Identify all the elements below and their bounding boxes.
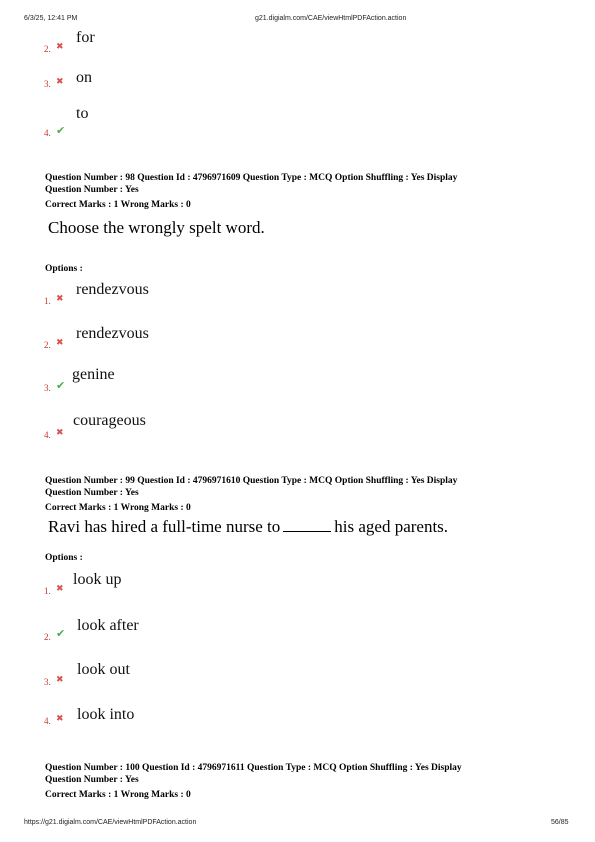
option-number: 1.: [44, 296, 51, 306]
option-text: for: [76, 29, 95, 46]
option-text: look into: [77, 706, 135, 723]
question-meta-line-1: Question Number : 99 Question Id : 4796971610 Question Type : MCQ Option Shuffling : Yes Display: [45, 476, 458, 486]
cross-icon: ✖: [56, 675, 64, 685]
option-number: 1.: [44, 586, 51, 596]
question-meta-line-1: Question Number : 98 Question Id : 4796971609 Question Type : MCQ Option Shuffling : Yes Display: [45, 173, 458, 183]
option-number: 3.: [44, 79, 51, 89]
question-marks: Correct Marks : 1 Wrong Marks : 0: [45, 503, 191, 513]
option-number: 3.: [44, 677, 51, 687]
option-number: 4.: [44, 430, 51, 440]
cross-icon: ✖: [56, 77, 64, 87]
option-text: courageous: [73, 412, 146, 429]
question-marks: Correct Marks : 1 Wrong Marks : 0: [45, 790, 191, 800]
question-meta-line-2: Question Number : Yes: [45, 185, 139, 195]
option-number: 2.: [44, 632, 51, 642]
option-text: look up: [73, 571, 122, 588]
option-number: 2.: [44, 44, 51, 54]
options-label: Options :: [45, 264, 83, 274]
header-url: g21.digialm.com/CAE/viewHtmlPDFAction.action: [255, 15, 407, 22]
header-datetime: 6/3/25, 12:41 PM: [24, 15, 78, 22]
cross-icon: ✖: [56, 294, 64, 304]
question-text: [48, 517, 448, 537]
option-text: genine: [72, 366, 115, 383]
option-text: look out: [77, 661, 130, 678]
page-number: 56/85: [551, 819, 569, 826]
options-label: Options :: [45, 553, 83, 563]
cross-icon: ✖: [56, 714, 64, 724]
cross-icon: ✖: [56, 428, 64, 438]
question-text-start: Ravi has hired a full-time nurse to: [48, 517, 281, 536]
check-icon: ✔: [56, 379, 66, 392]
option-number: 4.: [44, 128, 51, 138]
option-number: 3.: [44, 383, 51, 393]
option-text: to: [76, 105, 89, 122]
question-meta-line-2: Question Number : Yes: [45, 775, 139, 785]
cross-icon: ✖: [56, 584, 64, 594]
option-number: 4.: [44, 716, 51, 726]
footer-url: https://g21.digialm.com/CAE/viewHtmlPDFAction.action: [24, 819, 197, 826]
option-text: rendezvous: [76, 281, 149, 298]
question-meta-line-1: Question Number : 100 Question Id : 4796971611 Question Type : MCQ Option Shuffling : Yes Display: [45, 763, 462, 773]
question-marks: Correct Marks : 1 Wrong Marks : 0: [45, 200, 191, 210]
question-text-end: his aged parents.: [334, 517, 449, 536]
option-text: on: [76, 69, 92, 86]
option-text: rendezvous: [76, 325, 149, 342]
cross-icon: ✖: [56, 42, 64, 52]
check-icon: ✔: [56, 124, 66, 137]
option-text: look after: [77, 617, 139, 634]
check-icon: ✔: [56, 627, 66, 640]
option-number: 2.: [44, 340, 51, 350]
answer-blank: [283, 530, 331, 532]
question-meta-line-2: Question Number : Yes: [45, 488, 139, 498]
cross-icon: ✖: [56, 338, 64, 348]
question-text: Choose the wrongly spelt word.: [48, 218, 265, 237]
